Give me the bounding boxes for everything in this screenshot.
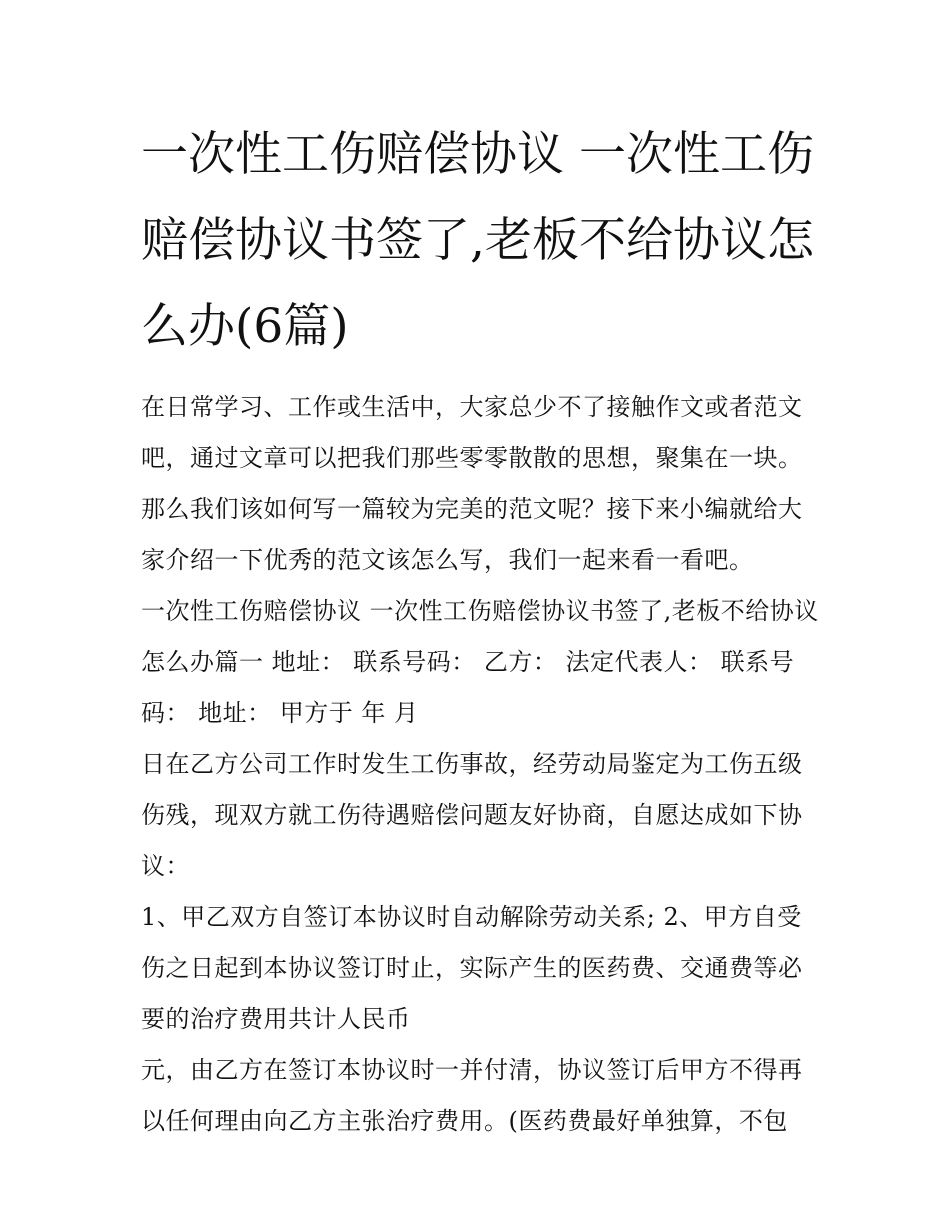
document-page (141, 112, 821, 1147)
paragraph-clause-1-2: 1、甲乙双方自签订本协议时自动解除劳动关系; 2、甲方自受伤之日起到本协议签订时止，实际产生的医药费、交通费等必要的治疗费用共计人民币 (141, 903, 803, 1033)
paragraph-payment: 元，由乙方在签订本协议时一并付清，协议签订后甲方不得再以任何理由向乙方主张治疗费用。(医药费最好单独算，不包 (141, 1056, 803, 1135)
document-body (141, 382, 821, 1147)
paragraph-incident: 日在乙方公司工作时发生工伤事故，经劳动局鉴定为工伤五级伤残，现双方就工伤待遇赔偿问题友好协商，自愿达成如下协议： (141, 750, 803, 880)
paragraph-intro: 在日常学习、工作或生活中，大家总少不了接触作文或者范文吧，通过文章可以把我们那些零零散散的思想，聚集在一块。那么我们该如何写一篇较为完美的范文呢？接下来小编就给大家介绍一下优秀的范文该怎么写，我们一起来看一看吧。 (141, 393, 803, 574)
document-title: 一次性工伤赔偿协议 一次性工伤赔偿协议书签了,老板不给协议怎么办(6篇) (141, 127, 814, 354)
paragraph-parties: 一次性工伤赔偿协议 一次性工伤赔偿协议书签了,老板不给协议怎么办篇一 地址： 联系号码： 乙方： 法定代表人： 联系号码： 地址： 甲方于 年 月 (141, 597, 819, 727)
